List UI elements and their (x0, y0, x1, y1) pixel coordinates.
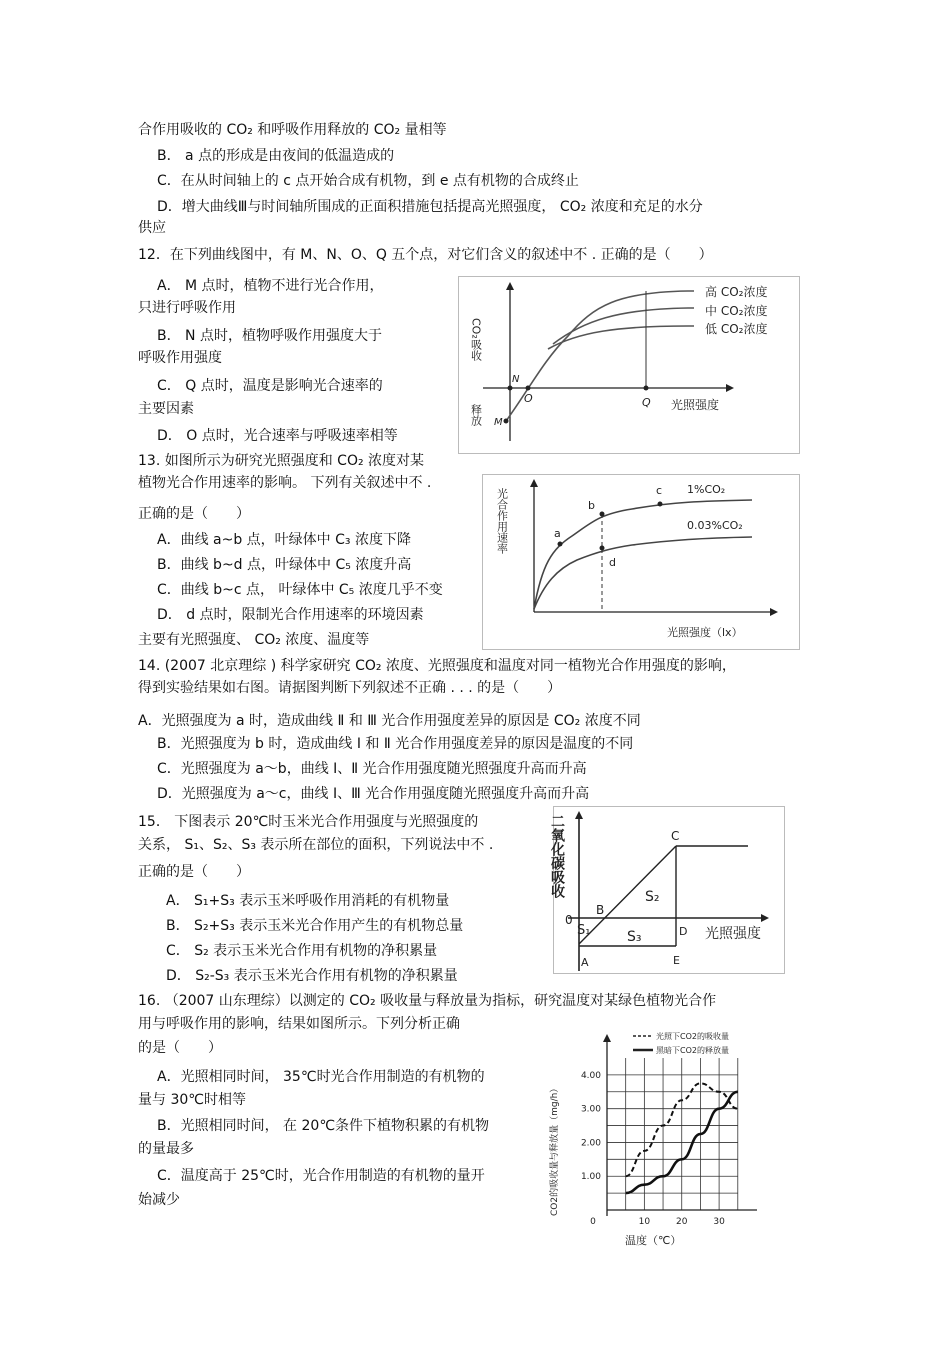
q14-option-b: B．光照强度为 b 时，造成曲线 Ⅰ 和 Ⅱ 光合作用强度差异的原因是温度的不同 (157, 736, 634, 752)
q16-option-a: A．光照相同时间， 35℃时光合作用制造的有机物的 (157, 1069, 485, 1085)
q12-ylabel-bottom: 释放 (469, 404, 483, 426)
q15-label-a: A (581, 956, 589, 969)
q12-option-c: C． Q 点时，温度是影响光合速率的 (157, 378, 383, 394)
q13-option-a: A．曲线 a~b 点，叶绿体中 C₃ 浓度下降 (157, 532, 411, 548)
q15-stem-1: 15． 下图表示 20℃时玉米光合作用强度与光照强度的 (138, 814, 479, 830)
q12-point-m: M (494, 417, 503, 428)
q12-point-n: N (512, 374, 520, 385)
q13-stem-1: 13. 如图所示为研究光照强度和 CO₂ 浓度对某 (138, 453, 425, 469)
q12-option-b-cont: 呼吸作用强度 (138, 350, 222, 366)
q15-label-e: E (673, 954, 680, 967)
q15-option-a: A． S₁+S₃ 表示玉米呼吸作用消耗的有机物量 (166, 893, 450, 909)
q13-stem-3: 正确的是（ ） (138, 506, 250, 522)
q13-ylabel: 光合作用速率 (495, 488, 509, 554)
q12-xlabel: 光照强度 (671, 398, 720, 412)
q16-option-c-cont: 始减少 (138, 1192, 180, 1208)
q16-legend-solid: 黑暗下CO2的释放量 (656, 1046, 729, 1055)
q14-option-d: D．光照强度为 a～c，曲线 Ⅰ、Ⅲ 光合作用强度随光照强度升高而升高 (157, 786, 590, 802)
q12-legend-high: 高 CO₂浓度 (705, 285, 768, 299)
q12-legend-mid: 中 CO₂浓度 (705, 304, 768, 318)
q15-label-s2: S₂ (645, 889, 660, 905)
q12-option-a-cont: 只进行呼吸作用 (138, 300, 236, 316)
q16-xlabel: 温度（℃） (625, 1234, 682, 1247)
q16-chart (545, 1028, 763, 1250)
q13-series-1: 1%CO₂ (687, 483, 726, 496)
q13-option-b: B．曲线 b~d 点，叶绿体中 C₅ 浓度升高 (157, 557, 412, 573)
q16-ylabel: CO2的吸收量与释放量（mg/h） (550, 1083, 560, 1216)
q13-option-d: D． d 点时，限制光合作用速率的环境因素 (157, 607, 424, 623)
q14-stem-2: 得到实验结果如右图。请据图判断下列叙述不正确 . . . 的是（ ） (138, 680, 562, 696)
q12-ylabel-top: CO₂吸收 (469, 318, 483, 361)
q13-series-2: 0.03%CO₂ (687, 519, 743, 532)
q16-y-axis-arrow (603, 1034, 611, 1042)
q12-point-o: O (524, 392, 533, 405)
q12-figure (458, 276, 800, 454)
q15-ylabel: 二氧化碳吸收 (549, 814, 565, 898)
q15-option-d: D． S₂-S₃ 表示玉米光合作用有机物的净积累量 (166, 968, 458, 984)
q13-option-c: C．曲线 b~c 点， 叶绿体中 C₅ 浓度几乎不变 (157, 582, 443, 598)
q16-xtick: 0 (590, 1217, 596, 1227)
q15-option-b: B． S₂+S₃ 表示玉米光合作用产生的有机物总量 (166, 918, 464, 934)
q12-point-q: Q (642, 396, 651, 409)
q14-option-a: A．光照强度为 a 时，造成曲线 Ⅱ 和 Ⅲ 光合作用强度差异的原因是 CO₂ 浓度不同 (138, 713, 641, 729)
q16-ytick: 2.00 (580, 1138, 601, 1149)
q16-ytick: 3.00 (580, 1104, 601, 1115)
q15-stem-3: 正确的是（ ） (138, 864, 250, 880)
q15-figure (549, 806, 785, 974)
q11-option-d-cont: 供应 (138, 220, 166, 236)
q12-legend-low: 低 CO₂浓度 (705, 322, 768, 336)
q15-label-s3: S₃ (627, 929, 642, 945)
q11-option-b: B． a 点的形成是由夜间的低温造成的 (157, 148, 395, 164)
q12-option-b: B． N 点时，植物呼吸作用强度大于 (157, 328, 382, 344)
q15-xlabel: 光照强度 (705, 926, 761, 942)
q16-stem-1: 16. （2007 山东理综）以测定的 CO₂ 吸收量与释放量为指标，研究温度对某绿色植物光合作 (138, 993, 717, 1009)
q13-stem-2: 植物光合作用速率的影响。 下列有关叙述中不 . (138, 475, 432, 491)
q12-option-c-cont: 主要因素 (138, 401, 194, 417)
q15-option-c: C． S₂ 表示玉米光合作用有机物的净积累量 (166, 943, 438, 959)
q16-ytick: 4.00 (580, 1070, 601, 1081)
q13-figure (482, 474, 800, 650)
q13-point-b: b (588, 499, 595, 512)
q15-label-c: C (671, 829, 680, 843)
q11-continuation: 合作用吸收的 CO₂ 和呼吸作用释放的 CO₂ 量相等 (138, 122, 447, 138)
q11-option-c: C．在从时间轴上的 c 点开始合成有机物，到 e 点有机物的合成终止 (157, 173, 579, 189)
q16-stem-3: 的是（ ） (138, 1040, 222, 1056)
q14-option-c: C．光照强度为 a～b，曲线 Ⅰ、Ⅱ 光合作用强度随光照强度升高而升高 (157, 761, 587, 777)
q11-option-d: D．增大曲线Ⅲ与时间轴所围成的正面积措施包括提高光照强度， CO₂ 浓度和充足的水分 (157, 199, 703, 215)
q15-stem-2: 关系， S₁、S₂、S₃ 表示所在部位的面积，下列说法中不 . (138, 837, 494, 853)
q12-option-d: D． O 点时，光合速率与呼吸速率相等 (157, 428, 398, 444)
q16-option-c: C．温度高于 25℃时，光合作用制造的有机物的量开 (157, 1168, 485, 1184)
q16-ytick: 1.00 (580, 1172, 601, 1183)
q12-option-a: A． M 点时，植物不进行光合作用， (157, 278, 384, 294)
q13-option-d-cont: 主要有光照强度、 CO₂ 浓度、温度等 (138, 632, 370, 648)
q16-xtick: 30 (713, 1217, 725, 1227)
q16-stem-2: 用与呼吸作用的影响，结果如图所示。下列分析正确 (138, 1016, 460, 1032)
q16-xtick: 10 (638, 1217, 651, 1227)
q16-option-a-cont: 量与 30℃时相等 (138, 1092, 246, 1108)
q15-label-s1: S₁ (577, 923, 591, 938)
q15-label-b: B (596, 903, 605, 917)
q13-point-d: d (609, 556, 616, 569)
q16-legend-dashed: 光照下CO2的吸收量 (656, 1032, 729, 1041)
q16-option-b: B．光照相同时间， 在 20℃条件下植物积累的有机物 (157, 1118, 490, 1134)
q13-point-c: c (656, 484, 663, 497)
q16-option-b-cont: 的量最多 (138, 1141, 194, 1157)
q15-origin: 0 (565, 913, 573, 927)
q13-xlabel: 光照强度（lx） (667, 626, 743, 639)
q15-label-d: D (679, 925, 688, 938)
q12-stem: 12．在下列曲线图中，有 M、N、O、Q 五个点，对它们含义的叙述中不 . 正确的是（ ） (138, 247, 713, 263)
q14-stem-1: 14. (2007 北京理综 ) 科学家研究 CO₂ 浓度、光照强度和温度对同一植物光合作用强度的影响， (138, 658, 736, 674)
q13-point-a: a (554, 527, 561, 540)
q16-xtick: 20 (676, 1217, 688, 1227)
